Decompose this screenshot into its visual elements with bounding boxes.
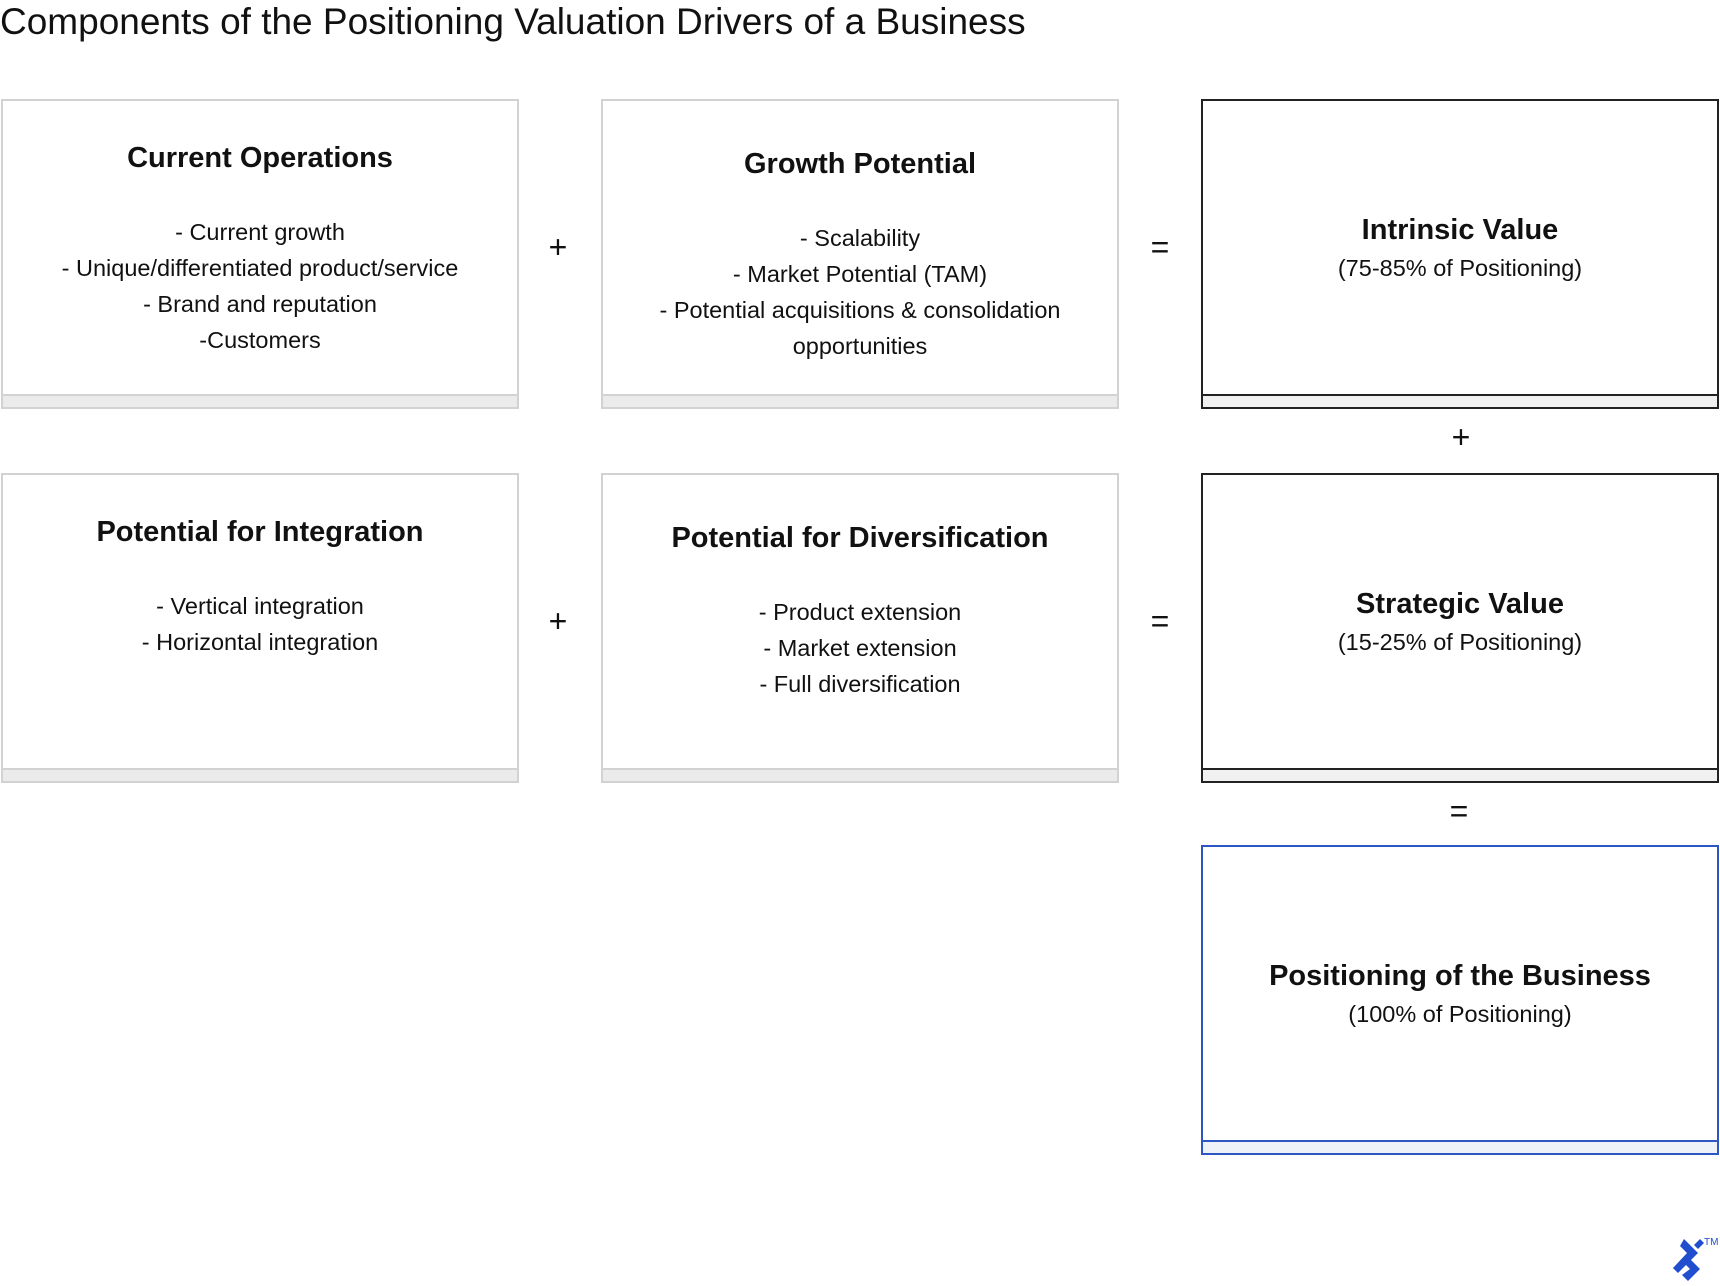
list-item: - Current growth	[175, 219, 345, 245]
potential-integration-title: Potential for Integration	[96, 516, 424, 548]
list-item: - Vertical integration	[156, 593, 364, 619]
positioning-box	[1201, 845, 1719, 1155]
box-footer	[3, 394, 517, 407]
equals-operator: =	[1449, 793, 1469, 829]
intrinsic-value-title: Intrinsic Value	[1361, 214, 1559, 246]
equals-operator: =	[1150, 603, 1170, 639]
potential-diversification-box	[601, 473, 1119, 783]
growth-potential-title: Growth Potential	[744, 148, 976, 180]
list-item: - Market extension	[763, 635, 957, 661]
potential-integration-list	[13, 588, 507, 660]
current-operations-title: Current Operations	[127, 142, 393, 174]
strategic-value-subtitle: (15-25% of Positioning)	[1337, 629, 1583, 655]
list-item: -Customers	[199, 327, 321, 353]
box-footer	[603, 394, 1117, 407]
box-footer	[3, 768, 517, 781]
list-item: opportunities	[792, 333, 928, 359]
list-item: - Full diversification	[759, 671, 961, 697]
intrinsic-value-box	[1201, 99, 1719, 409]
plus-operator: +	[1451, 419, 1471, 455]
growth-potential-list	[613, 220, 1107, 364]
potential-integration-box	[1, 473, 519, 783]
equals-operator: =	[1150, 229, 1170, 265]
list-item: - Unique/differentiated product/service	[61, 255, 459, 281]
current-operations-box	[1, 99, 519, 409]
positioning-title: Positioning of the Business	[1269, 960, 1651, 992]
intrinsic-value-subtitle: (75-85% of Positioning)	[1337, 255, 1583, 281]
growth-potential-box	[601, 99, 1119, 409]
plus-operator: +	[548, 603, 568, 639]
list-item: - Brand and reputation	[143, 291, 377, 317]
strategic-value-title: Strategic Value	[1356, 588, 1564, 620]
box-footer	[1203, 394, 1717, 407]
potential-diversification-list	[613, 594, 1107, 702]
current-operations-list	[13, 214, 507, 358]
potential-diversification-title: Potential for Diversification	[671, 522, 1049, 554]
list-item: - Potential acquisitions & consolidation	[659, 297, 1061, 323]
diagram-title: Components of the Positioning Valuation Drivers of a Business	[0, 1, 1026, 42]
list-item: - Scalability	[799, 225, 921, 251]
box-footer	[603, 768, 1117, 781]
toptal-logo-icon	[1668, 1233, 1720, 1286]
box-footer	[1203, 768, 1717, 781]
list-item: - Product extension	[758, 599, 962, 625]
strategic-value-box	[1201, 473, 1719, 783]
trademark-label: TM	[1704, 1237, 1719, 1248]
list-item: - Horizontal integration	[141, 629, 379, 655]
list-item: - Market Potential (TAM)	[732, 261, 988, 287]
positioning-subtitle: (100% of Positioning)	[1348, 1001, 1572, 1027]
box-footer	[1203, 1140, 1717, 1153]
plus-operator: +	[548, 229, 568, 265]
